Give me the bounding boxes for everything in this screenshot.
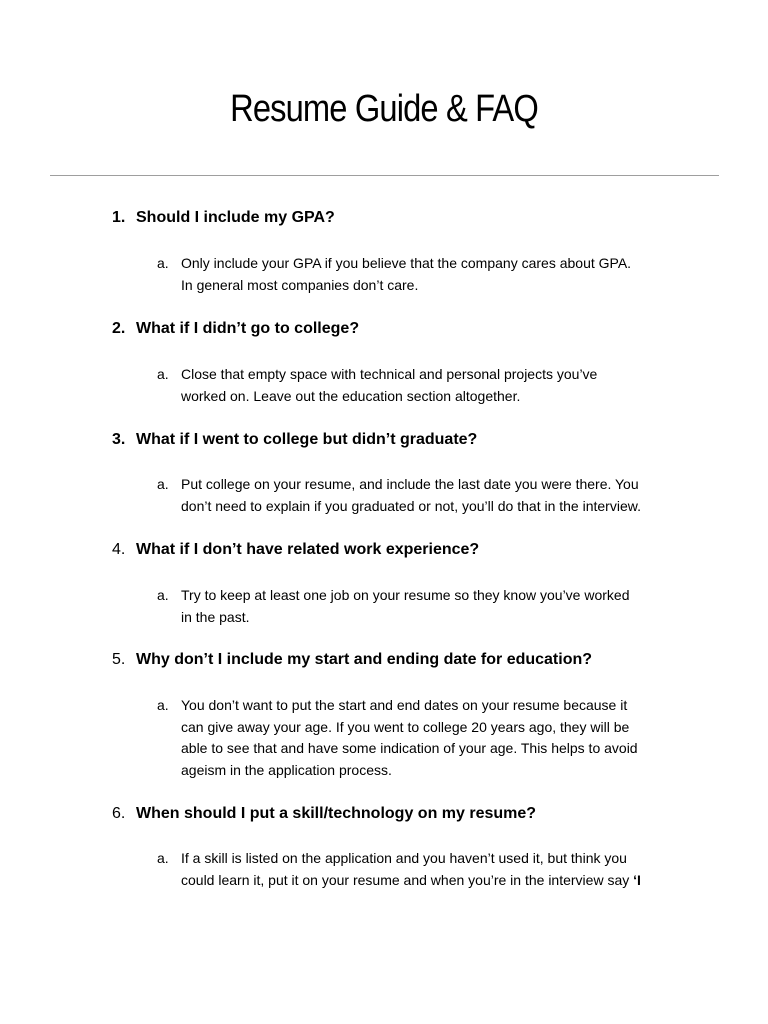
answer-text xyxy=(181,695,687,781)
answer-marker: a. xyxy=(157,255,169,271)
answer-line: worked on. Leave out the education section altogether. xyxy=(181,387,521,404)
answer-line: Close that empty space with technical and personal projects you’ve xyxy=(181,366,598,382)
answer-text xyxy=(181,585,687,628)
question-text: What if I went to college but didn’t graduate? xyxy=(136,431,478,448)
faq-question xyxy=(112,541,479,559)
answer-marker: a. xyxy=(157,587,169,603)
faq-answer xyxy=(157,585,687,628)
answer-marker: a. xyxy=(157,476,169,492)
answer-line: could learn it, put it on your resume and when you’re in the interview say xyxy=(181,871,630,888)
question-number: 1. xyxy=(112,209,126,226)
faq-question xyxy=(112,805,536,823)
faq-answer xyxy=(157,848,687,891)
answer-line: If a skill is listed on the application and you haven’t used it, but think you xyxy=(181,850,627,866)
answer-marker: a. xyxy=(157,697,169,713)
answer-line: Only include your GPA if you believe that the company cares about GPA. xyxy=(181,255,632,271)
answer-text xyxy=(181,253,687,296)
faq-answer xyxy=(157,364,687,407)
answer-text xyxy=(181,474,687,517)
answer-marker: a. xyxy=(157,366,169,382)
answer-text xyxy=(181,364,687,407)
answer-trailing-bold: ‘I xyxy=(633,871,641,888)
faq-answer xyxy=(157,474,687,517)
answer-marker: a. xyxy=(157,850,169,866)
question-number: 6. xyxy=(112,805,126,822)
question-number: 4. xyxy=(112,541,126,558)
answer-line: Put college on your resume, and include the last date you were there. You xyxy=(181,476,639,492)
answer-line: don’t need to explain if you graduated or not, you’ll do that in the interview. xyxy=(181,497,641,514)
faq-answer xyxy=(157,695,687,781)
answer-line: In general most companies don’t care. xyxy=(181,276,419,293)
answer-text xyxy=(181,848,687,891)
question-number: 5. xyxy=(112,651,126,668)
question-text: Why don’t I include my start and ending date for education? xyxy=(136,651,593,668)
answer-line: You don’t want to put the start and end dates on your resume because it xyxy=(181,697,628,713)
faq-question xyxy=(112,651,592,669)
question-text: What if I don’t have related work experience? xyxy=(136,541,480,558)
question-text: Should I include my GPA? xyxy=(136,209,335,226)
question-text: What if I didn’t go to college? xyxy=(136,320,360,337)
page-title: Resume Guide & FAQ xyxy=(230,88,538,130)
answer-line: Try to keep at least one job on your resume so they know you’ve worked xyxy=(181,587,630,603)
answer-line: able to see that and have some indication of your age. This helps to avoid xyxy=(181,740,638,756)
faq-question xyxy=(112,320,359,338)
answer-line: ageism in the application process. xyxy=(181,761,392,778)
faq-question xyxy=(112,209,335,227)
answer-line: in the past. xyxy=(181,608,250,625)
question-number: 2. xyxy=(112,320,126,337)
question-text: When should I put a skill/technology on my resume? xyxy=(136,805,537,822)
title-divider xyxy=(50,175,719,176)
answer-line: can give away your age. If you went to college 20 years ago, they will be xyxy=(181,718,630,735)
question-number: 3. xyxy=(112,431,126,448)
faq-answer xyxy=(157,253,687,296)
faq-question xyxy=(112,431,477,449)
